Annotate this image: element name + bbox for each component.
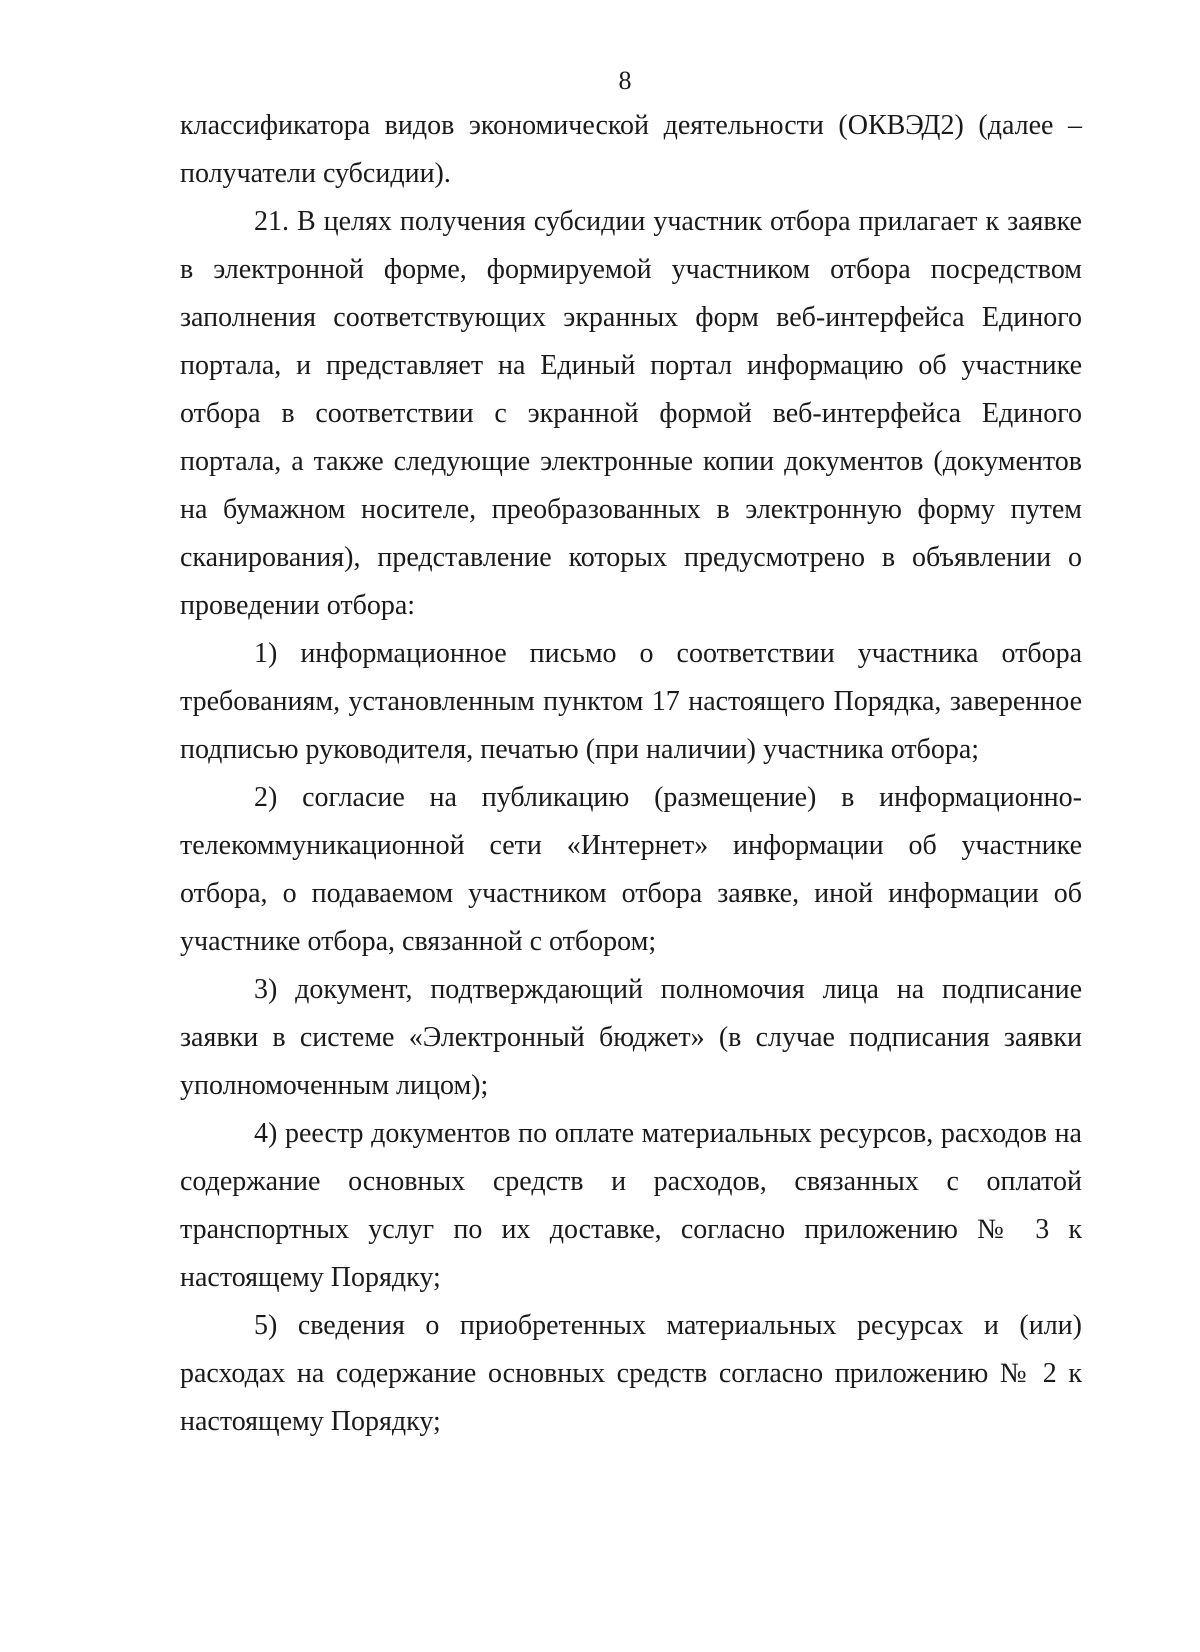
list-item-5: 5) сведения о приобретенных материальных ресурсах и (или) расходах на содержание основных средств согласно приложению № 2 к настоящему Порядку; — [180, 1310, 1082, 1437]
list-item-3: 3) документ, подтверждающий полномочия лица на подписание заявки в системе «Электронный бюджет» (в случае подписания заявки уполномоченным лицом); — [180, 974, 1082, 1101]
page-number: 8 — [618, 66, 632, 95]
list-item-1: 1) информационное письмо о соответствии участника отбора требованиям, установленным пунктом 17 настоящего Порядка, заверенное подписью руководителя, печатью (при наличии) участника отбора; — [180, 638, 1082, 765]
list-item-2: 2) согласие на публикацию (размещение) в информационно-телекоммуникационной сети «Интернет» информации об участнике отбора, о подаваемом участником отбора заявке, иной информации об участнике отбора, связанной с отбором; — [180, 782, 1082, 957]
list-item-4: 4) реестр документов по оплате материальных ресурсов, расходов на содержание основных средств и расходов, связанных с оплатой транспортных услуг по их доставке, согласно приложению № 3 к настоящему Порядку; — [180, 1118, 1082, 1293]
paragraph-continuation: классификатора видов экономической деятельности (ОКВЭД2) (далее – получатели субсидии). — [180, 110, 1082, 189]
document-body — [180, 102, 1082, 1446]
paragraph-item-21: 21. В целях получения субсидии участник отбора прилагает к заявке в электронной форме, формируемой участником отбора посредством заполнения соответствующих экранных форм веб-интерфейса Единого портала, и представляет на Единый портал информацию об участнике отбора в соответствии с экранной формой веб-интерфейса Единого портала, а также следующие электронные копии документов (документов на бумажном носителе, преобразованных в электронную форму путем сканирования), представление которых предусмотрено в объявлении о проведении отбора: — [180, 206, 1082, 621]
